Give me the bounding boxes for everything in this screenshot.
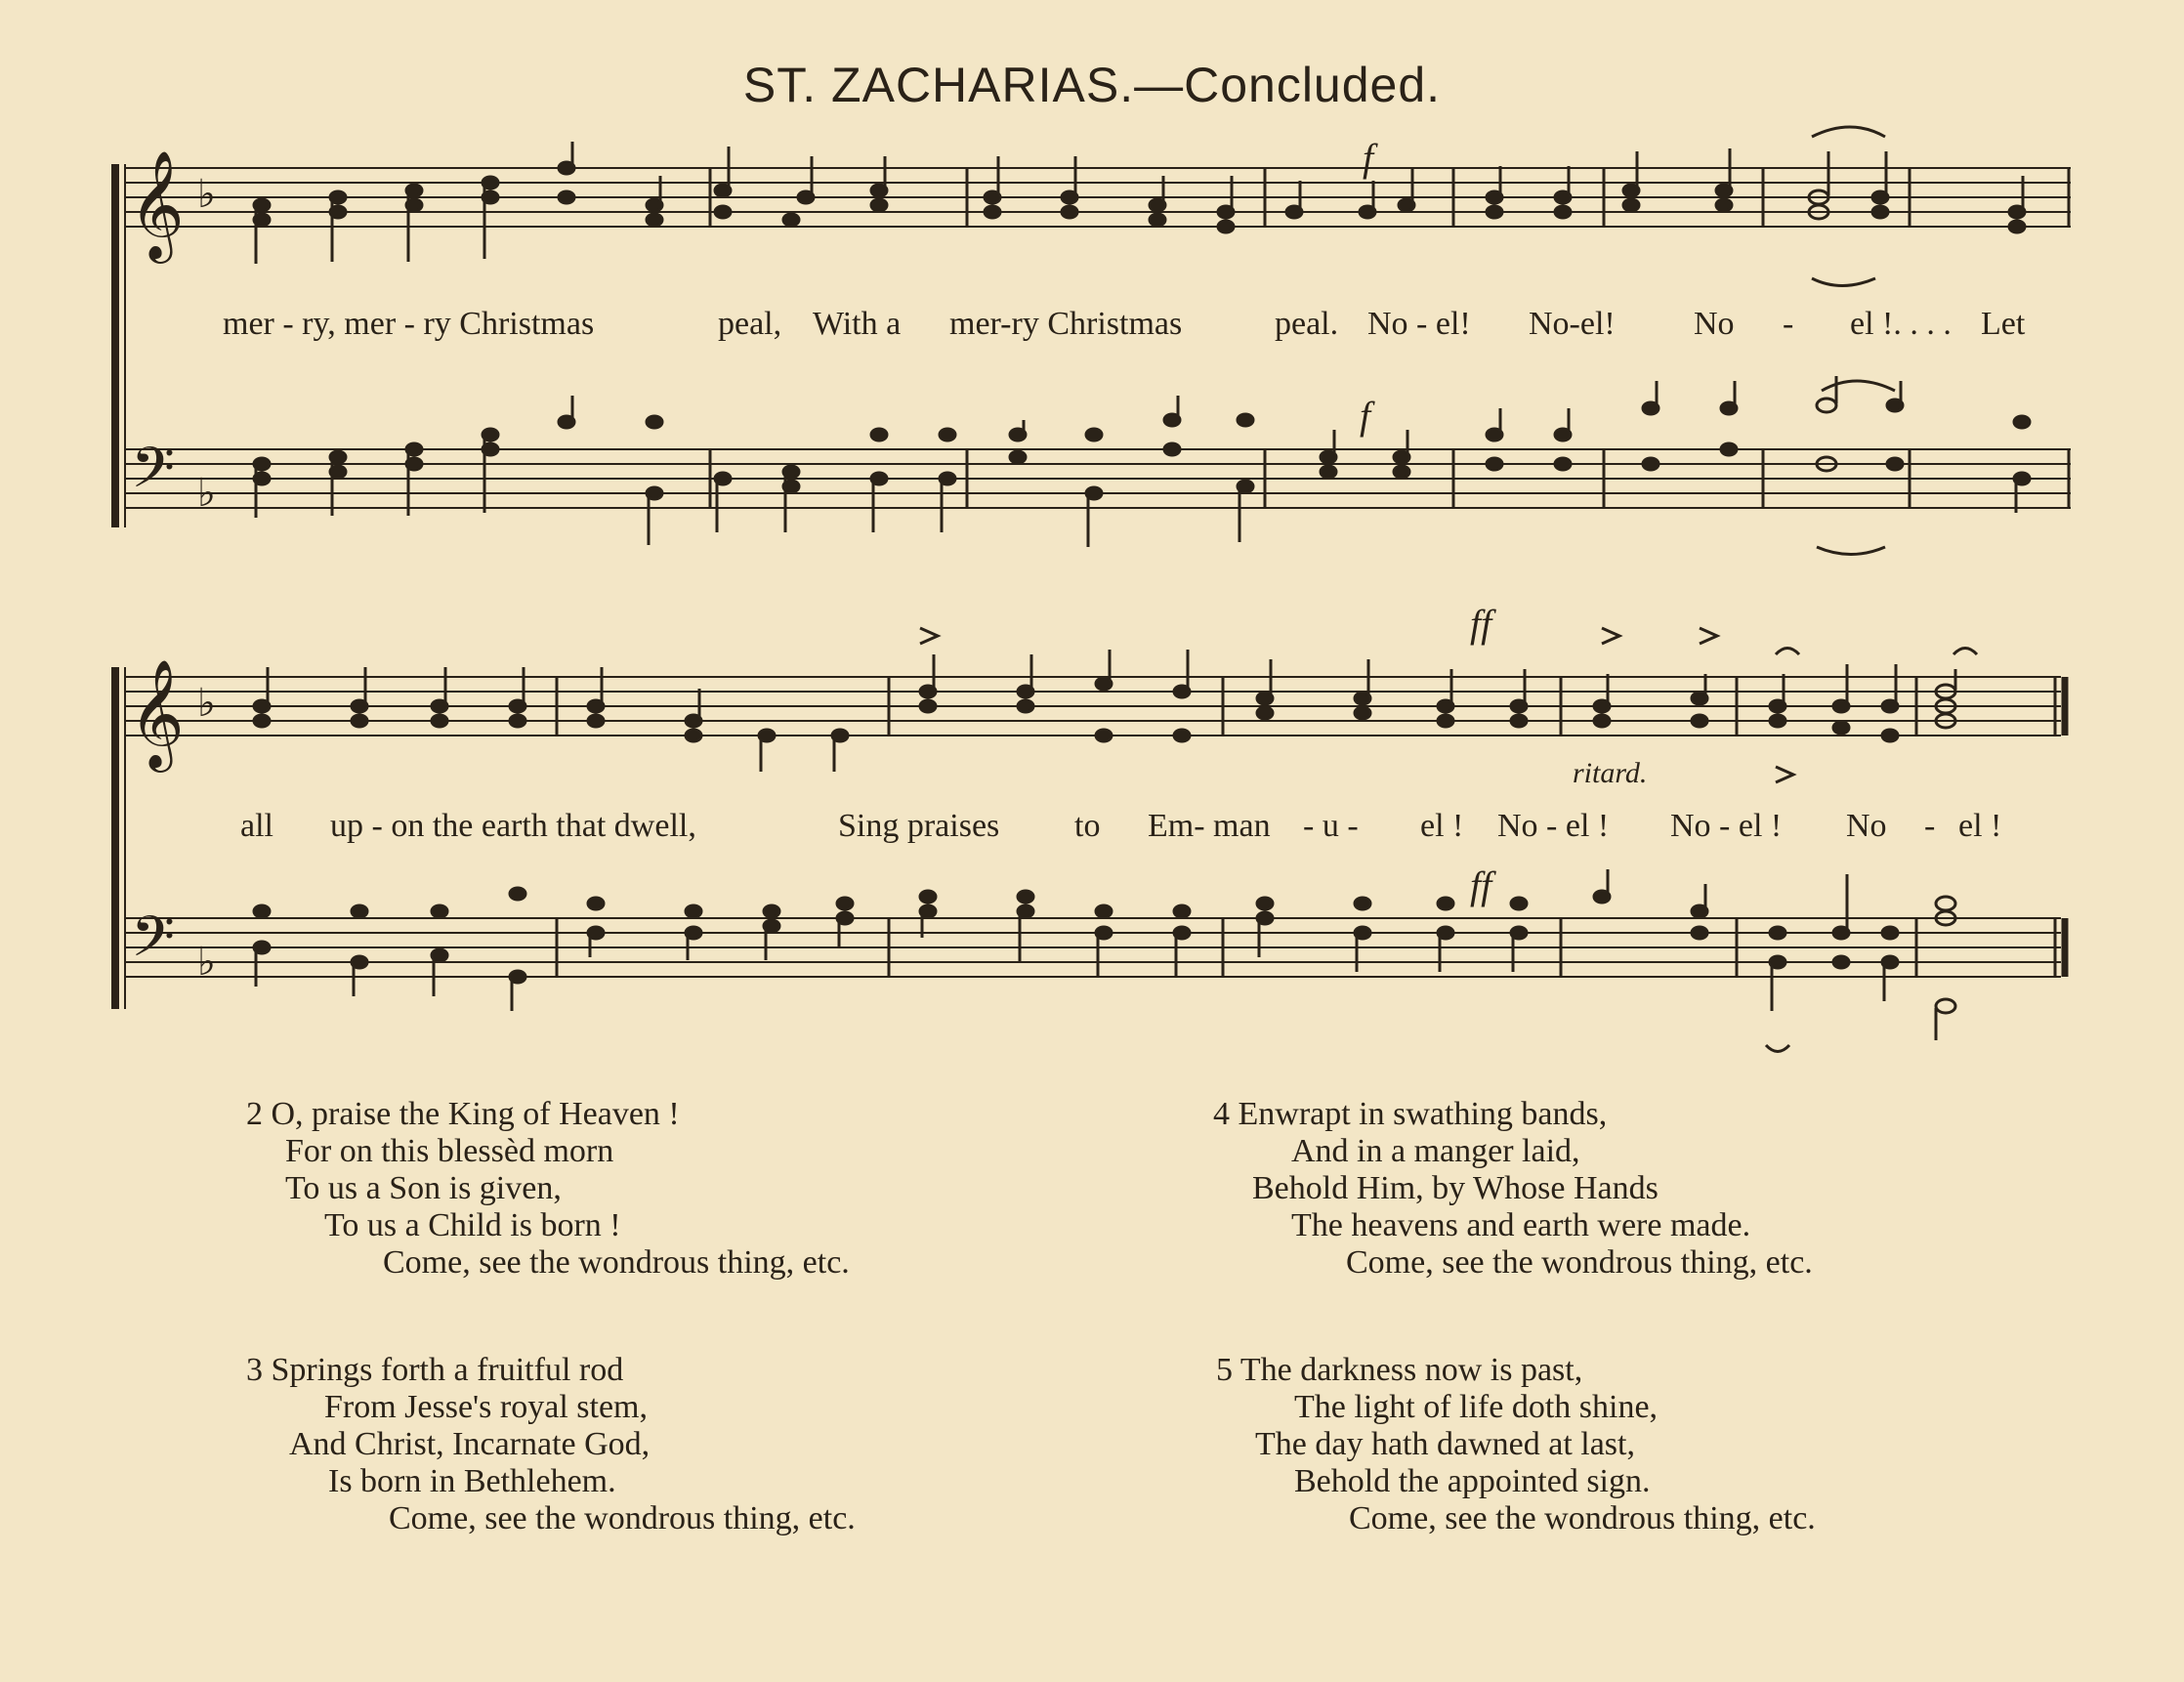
verse-number: 2 [246,1096,263,1132]
dynamic-marking: f [1363,136,1374,180]
verse-line: The heavens and earth were made. [1291,1207,1751,1243]
verse-number: 5 [1216,1352,1233,1388]
verse-4 [1213,1096,1813,1282]
lyric-syllable: No - el ! [1670,808,1783,844]
flat-icon: ♭ [197,681,216,726]
lyrics-line-1 [107,306,2080,355]
verse-5 [1216,1352,1816,1537]
verse-refrain: Come, see the wondrous thing, etc. [1346,1244,1813,1281]
treble-clef-icon: 𝄞 [129,658,185,768]
lyric-syllable: to [1074,808,1101,844]
treble-notes-2 [254,650,1955,772]
lyric-syllable: No [1694,306,1735,342]
lyric-syllable: peal, [718,306,782,342]
lyric-syllable: peal. [1275,306,1339,342]
verse-line: The light of life doth shine, [1294,1389,1659,1425]
lyric-syllable: - [1924,808,1936,844]
lyric-syllable: No - el! [1367,306,1471,342]
treble-clef-icon: 𝄞 [129,149,185,259]
bass-clef-icon: 𝄢 [131,904,176,984]
verse-number: 3 [246,1352,263,1388]
verse-refrain: Come, see the wondrous thing, etc. [389,1500,856,1536]
verse-line: From Jesse's royal stem, [324,1389,648,1425]
verse-line: O, praise the King of Heaven ! [271,1096,680,1132]
verse-number: 4 [1213,1096,1230,1132]
music-system-1 [107,136,2080,557]
verse-line: Behold Him, by Whose Hands [1252,1170,1659,1206]
verse-refrain: Come, see the wondrous thing, etc. [1349,1500,1816,1536]
dynamic-marking: ff [1470,863,1492,907]
staff-system-2-svg [107,650,2080,1070]
lyrics-line-2 [107,808,2080,857]
lyric-syllable: - [1783,306,1794,342]
lyric-syllable: Let [1981,306,2026,342]
verse-line: Springs forth a fruitful rod [271,1352,624,1388]
dynamic-marking: f [1360,394,1371,438]
lyric-syllable: el !. . . . [1850,306,1952,342]
bass-clef-icon: 𝄢 [131,435,176,515]
music-system-2 [107,602,2080,1060]
verse-line: The darkness now is past, [1239,1352,1583,1388]
treble-notes-1 [254,127,2025,286]
verse-line: And in a manger laid, [1291,1133,1580,1169]
verse-line: And Christ, Incarnate God, [289,1426,651,1462]
lyric-syllable: Sing praises [838,808,1000,844]
verse-line: Is born in Bethlehem. [328,1463,616,1499]
verse-line: Behold the appointed sign. [1294,1463,1651,1499]
lyric-syllable: With a [813,306,902,342]
lyric-syllable: el ! [1420,808,1464,844]
lyric-syllable: up - on the earth that dwell, [330,808,696,844]
tempo-marking: ritard. [1573,757,1648,789]
flat-icon: ♭ [197,471,216,516]
lyric-syllable: Em- man [1148,808,1271,844]
verse-line: Enwrapt in swathing bands, [1238,1096,1608,1132]
lyric-syllable: mer-ry Christmas [949,306,1183,342]
lyric-syllable: el ! [1958,808,2002,844]
page-title: ST. ZACHARIAS.—Concluded. [742,58,1442,112]
verse-line: The day hath dawned at last, [1255,1426,1635,1462]
lyric-syllable: No [1846,808,1887,844]
flat-icon: ♭ [197,940,216,985]
verse-line: To us a Son is given, [285,1170,562,1206]
verse-line: To us a Child is born ! [324,1207,621,1243]
verse-line: For on this blessèd morn [285,1133,614,1169]
lyric-syllable: - u - [1303,808,1359,844]
dynamic-marking: ff [1470,602,1492,646]
staff-system-1-svg [107,147,2080,567]
lyric-syllable: all [240,808,273,844]
lyric-syllable: No - el ! [1497,808,1610,844]
flat-icon: ♭ [197,172,216,217]
verse-3 [246,1352,856,1537]
verse-refrain: Come, see the wondrous thing, etc. [383,1244,850,1281]
lyric-syllable: No-el! [1529,306,1616,342]
bass-notes-2 [254,869,1955,1040]
verse-2 [246,1096,850,1282]
lyric-syllable: mer - ry, mer - ry Christmas [223,306,595,342]
